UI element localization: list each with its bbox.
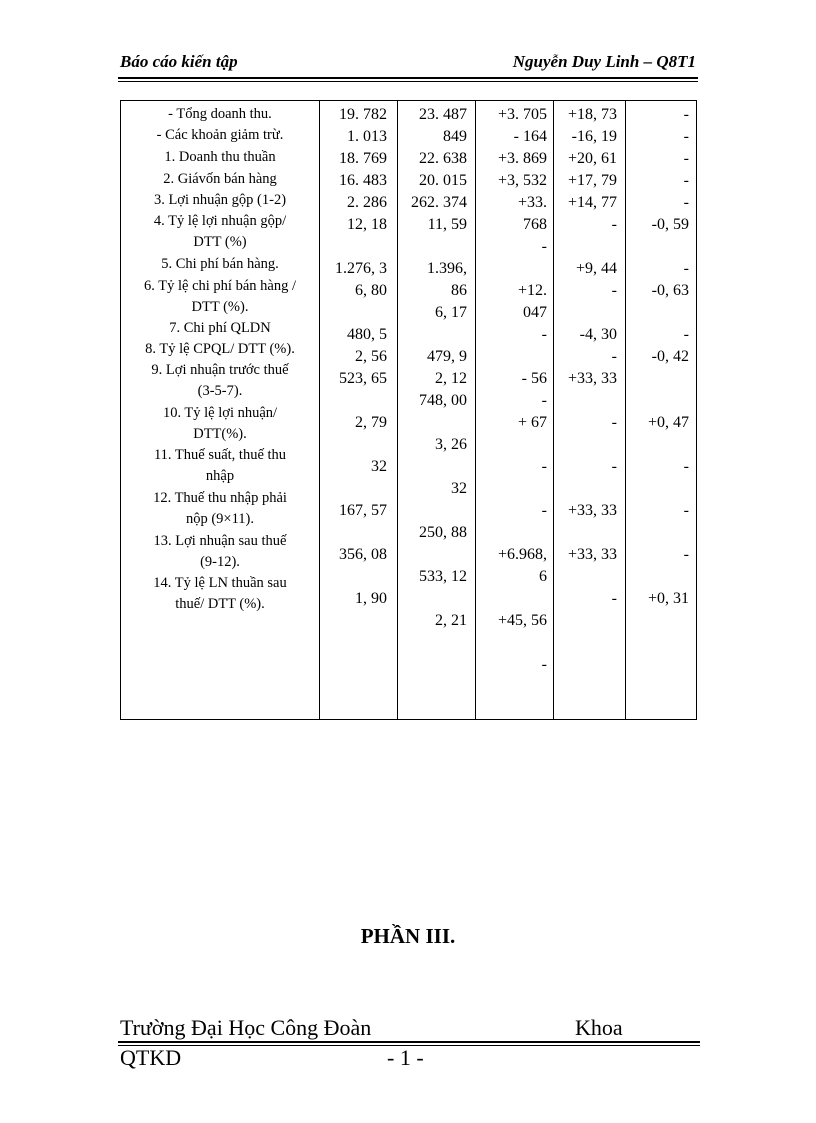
row-label: 12. Thuế thu nhập phải: [153, 490, 287, 506]
cell-col4: -: [611, 282, 617, 299]
header-rule-thick: [118, 77, 698, 79]
cell-col1: 2, 56: [355, 348, 387, 365]
row-label: 9. Lợi nhuận trước thuế: [151, 362, 289, 378]
cell-col4: -: [611, 414, 617, 431]
cell-col3: +3. 705: [497, 106, 547, 123]
cell-col1: 1.276, 3: [335, 260, 387, 277]
cell-col1: 2, 79: [355, 414, 387, 431]
cell-col1: 12, 18: [347, 216, 387, 233]
row-label: DTT(%).: [193, 426, 247, 442]
cell-col3: 047: [523, 304, 547, 321]
row-label: (3-5-7).: [197, 383, 243, 399]
column-divider: [475, 101, 476, 719]
row-label: 4. Tỷ lệ lợi nhuận gộp/: [153, 213, 287, 229]
cell-col4: +14, 77: [567, 194, 617, 211]
cell-col1: 32: [371, 458, 387, 475]
cell-col5: -0, 42: [651, 348, 689, 365]
row-label: 1. Doanh thu thuần: [164, 149, 276, 165]
column-divider: [397, 101, 398, 719]
cell-col5: -: [683, 260, 689, 277]
cell-col1: 523, 65: [339, 370, 387, 387]
cell-col1: 1, 90: [355, 590, 387, 607]
cell-col2: 1.396,: [427, 260, 467, 277]
cell-col1: 480, 5: [347, 326, 387, 343]
cell-col2: 2, 12: [435, 370, 467, 387]
cell-col4: -: [611, 348, 617, 365]
cell-col2: 86: [451, 282, 467, 299]
cell-col1: 16. 483: [339, 172, 387, 189]
page-number: - 1 -: [387, 1045, 424, 1070]
cell-col5: -: [683, 502, 689, 519]
column-divider: [625, 101, 626, 719]
section-title: PHẦN III.: [360, 924, 456, 948]
row-label: (9-12).: [200, 554, 240, 570]
header-report-title: Báo cáo kiến tập: [120, 52, 238, 71]
cell-col2: 262. 374: [411, 194, 467, 211]
cell-col5: -: [683, 172, 689, 189]
cell-col5: -: [683, 128, 689, 145]
cell-col3: - 56: [521, 370, 547, 387]
header-author: Nguyễn Duy Linh – Q8T1: [512, 52, 696, 71]
row-label: 2. Giávốn bán hàng: [163, 171, 277, 187]
cell-col2: 2, 21: [435, 612, 467, 629]
cell-col4: +9, 44: [575, 260, 617, 277]
row-label: DTT (%): [193, 234, 247, 250]
cell-col1: 356, 08: [339, 546, 387, 563]
cell-col2: 479, 9: [427, 348, 467, 365]
cell-col2: 3, 26: [435, 436, 467, 453]
row-label: nhập: [205, 468, 235, 484]
row-label: 8. Tỷ lệ CPQL/ DTT (%).: [145, 341, 295, 357]
row-label: 7. Chi phí QLDN: [169, 320, 271, 336]
cell-col4: +20, 61: [567, 150, 617, 167]
cell-col4: +17, 79: [567, 172, 617, 189]
cell-col1: 1. 013: [347, 128, 387, 145]
cell-col4: +18, 73: [567, 106, 617, 123]
row-label: thuế/ DTT (%).: [175, 596, 265, 612]
row-label: - Các khoản giảm trừ.: [156, 127, 284, 143]
cell-col3: -: [541, 656, 547, 673]
cell-col2: 32: [451, 480, 467, 497]
cell-col3: +12.: [517, 282, 547, 299]
cell-col1: 18. 769: [339, 150, 387, 167]
cell-col3: -: [541, 238, 547, 255]
cell-col1: 167, 57: [339, 502, 387, 519]
cell-col5: +0, 47: [647, 414, 689, 431]
cell-col3: +3. 869: [497, 150, 547, 167]
header-rule-thin: [118, 81, 698, 82]
cell-col3: 6: [539, 568, 547, 585]
cell-col2: 250, 88: [419, 524, 467, 541]
financial-table: [120, 100, 697, 720]
cell-col3: - 164: [513, 128, 547, 145]
cell-col5: -: [683, 194, 689, 211]
cell-col3: +6.968,: [497, 546, 547, 563]
cell-col5: +0, 31: [647, 590, 689, 607]
cell-col5: -: [683, 546, 689, 563]
cell-col2: 23. 487: [419, 106, 467, 123]
cell-col5: -0, 59: [651, 216, 689, 233]
row-label: 11. Thuế suất, thuế thu: [153, 447, 287, 463]
cell-col1: 6, 80: [355, 282, 387, 299]
footer-dept-abbr: QTKD: [120, 1045, 182, 1070]
cell-col3: +33.: [517, 194, 547, 211]
cell-col1: 2. 286: [347, 194, 387, 211]
cell-col4: -: [611, 458, 617, 475]
cell-col3: + 67: [517, 414, 547, 431]
row-label: nộp (9×11).: [185, 511, 255, 527]
row-label: 3. Lợi nhuận gộp (1-2): [153, 192, 287, 208]
cell-col5: -: [683, 106, 689, 123]
cell-col3: -: [541, 458, 547, 475]
footer-school: Trường Đại Học Công Đoàn: [120, 1015, 372, 1040]
column-divider: [319, 101, 320, 719]
cell-col2: 748, 00: [419, 392, 467, 409]
cell-col1: 19. 782: [339, 106, 387, 123]
cell-col4: +33, 33: [567, 502, 617, 519]
cell-col2: 20. 015: [419, 172, 467, 189]
cell-col3: -: [541, 326, 547, 343]
cell-col5: -: [683, 326, 689, 343]
row-label: DTT (%).: [191, 299, 249, 315]
cell-col5: -: [683, 150, 689, 167]
cell-col2: 849: [443, 128, 467, 145]
row-label: 10. Tỷ lệ lợi nhuận/: [162, 405, 278, 421]
cell-col2: 22. 638: [419, 150, 467, 167]
cell-col3: -: [541, 392, 547, 409]
row-label: 5. Chi phí bán hàng.: [161, 256, 279, 272]
cell-col3: +45, 56: [497, 612, 547, 629]
cell-col3: +3, 532: [497, 172, 547, 189]
row-label: 14. Tỷ lệ LN thuần sau: [153, 575, 287, 591]
cell-col5: -: [683, 458, 689, 475]
cell-col4: -4, 30: [579, 326, 617, 343]
cell-col2: 533, 12: [419, 568, 467, 585]
cell-col4: -: [611, 216, 617, 233]
cell-col4: -16, 19: [571, 128, 617, 145]
footer-dept-word: Khoa: [575, 1015, 623, 1040]
cell-col3: -: [541, 502, 547, 519]
cell-col3: 768: [523, 216, 547, 233]
cell-col4: +33, 33: [567, 546, 617, 563]
cell-col2: 6, 17: [435, 304, 467, 321]
cell-col4: +33, 33: [567, 370, 617, 387]
cell-col4: -: [611, 590, 617, 607]
row-label: 13. Lợi nhuận sau thuế: [153, 533, 287, 549]
column-divider: [553, 101, 554, 719]
row-label: - Tổng doanh thu.: [168, 106, 272, 122]
row-label: 6. Tỷ lệ chi phí bán hàng /: [144, 278, 296, 294]
cell-col2: 11, 59: [427, 216, 467, 233]
footer-rule-thick: [118, 1041, 700, 1043]
cell-col5: -0, 63: [651, 282, 689, 299]
